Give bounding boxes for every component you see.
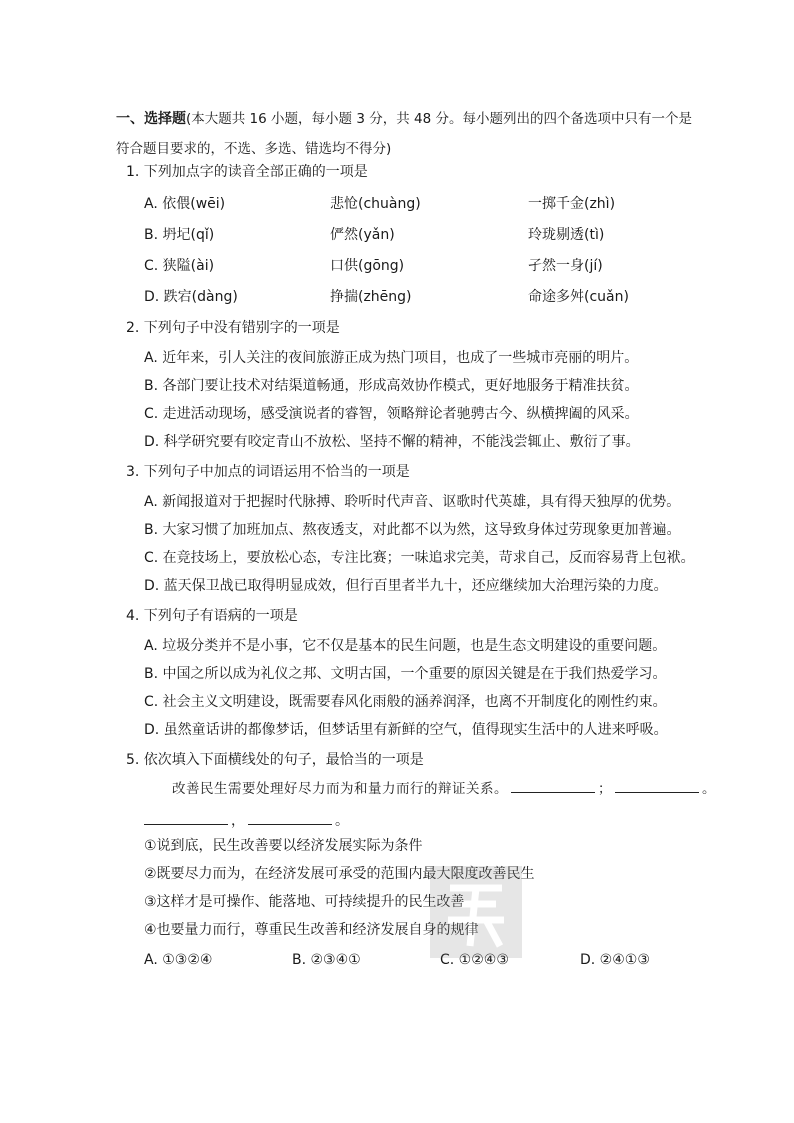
q5-blank-2 (615, 778, 699, 793)
q3-option-a[interactable]: A. 新闻报道对于把握时代脉搏、聆听时代声音、讴歌时代英雄，具有得天独厚的优势。 (144, 494, 681, 510)
q1-option-c-1[interactable]: C. 狭隘(ài) (144, 258, 215, 274)
q5-separator-1: ； (598, 781, 612, 797)
q3-option-b[interactable]: B. 大家习惯了加班加点、熬夜透支，对此都不以为然，这导致身体过劳现象更加普遍。 (144, 522, 681, 538)
q5-item-3: ③这样才是可操作、能落地、可持续提升的民生改善 (144, 894, 465, 910)
section-title: 一、选择题 (116, 111, 186, 127)
q5-separator-2: ， (231, 813, 245, 829)
q1-option-b-3: 玲珑剔透(tì) (528, 227, 605, 243)
q1-option-d-1[interactable]: D. 跌宕(dàng) (144, 289, 238, 305)
section-header (116, 104, 736, 164)
q4-option-a[interactable]: A. 垃圾分类并不是小事，它不仅是基本的民生问题，也是生态文明建设的重要问题。 (144, 638, 667, 654)
q5-choice-b[interactable]: B. ②③④① (292, 952, 361, 968)
q5-choice-c[interactable]: C. ①②④③ (440, 952, 509, 968)
q2-option-d[interactable]: D. 科学研究要有咬定青山不放松、坚持不懈的精神，不能浅尝辄止、敷衍了事。 (144, 434, 640, 450)
q4-option-c[interactable]: C. 社会主义文明建设，既需要春风化雨般的涵养润泽，也离不开制度化的刚性约束。 (144, 694, 667, 710)
q1-option-a-1[interactable]: A. 依偎(wēi) (144, 196, 226, 212)
q5-choice-a[interactable]: A. ①③②④ (144, 952, 213, 968)
watermark-logo (430, 866, 522, 958)
q2-option-b[interactable]: B. 各部门要让技术对结渠道畅通，形成高效协作模式，更好地服务于精准扶贫。 (144, 378, 639, 394)
q5-item-1: ①说到底，民生改善要以经济发展实际为条件 (144, 838, 423, 854)
q5-item-4: ④也要量力而行，尊重民生改善和经济发展自身的规律 (144, 922, 479, 938)
q3-stem: 3. 下列句子中加点的词语运用不恰当的一项是 (126, 464, 410, 480)
q4-option-b[interactable]: B. 中国之所以成为礼仪之邦、文明古国，一个重要的原因关键是在于我们热爱学习。 (144, 666, 667, 682)
q2-option-c[interactable]: C. 走进活动现场，感受演说者的睿智，领略辩论者驰骋古今、纵横捭阖的风采。 (144, 406, 639, 422)
q1-option-d-2: 挣揣(zhēng) (330, 289, 412, 305)
q2-option-a[interactable]: A. 近年来，引人关注的夜间旅游正成为热门项目，也成了一些城市亮丽的明片。 (144, 350, 639, 366)
q5-blank-3 (144, 810, 228, 825)
q2-stem: 2. 下列句子中没有错别字的一项是 (126, 320, 340, 336)
q4-stem: 4. 下列句子有语病的一项是 (126, 608, 298, 624)
q5-choice-d[interactable]: D. ②④①③ (580, 952, 650, 968)
q5-end-2: 。 (335, 813, 349, 829)
q5-blank-4 (248, 810, 332, 825)
q5-passage-text: 改善民生需要处理好尽力而为和量力而行的辩证关系。 (172, 781, 508, 797)
q1-option-a-3: 一掷千金(zhì) (528, 196, 616, 212)
q5-blank-1 (511, 778, 595, 793)
q5-item-2: ②既要尽力而为，在经济发展可承受的范围内最大限度改善民生 (144, 866, 535, 882)
q1-option-d-3: 命途多舛(cuǎn) (528, 289, 629, 305)
q1-option-a-2: 悲怆(chuàng) (330, 196, 421, 212)
q5-passage (172, 778, 716, 799)
q5-blank-row (144, 810, 349, 831)
q5-stem: 5. 依次填入下面横线处的句子，最恰当的一项是 (126, 752, 424, 768)
q4-option-d[interactable]: D. 虽然童话讲的都像梦话，但梦话里有新鲜的空气，值得现实生活中的人进来呼吸。 (144, 722, 668, 738)
section-description-line1: (本大题共 16 小题，每小题 3 分，共 48 分。每小题列出的四个备选项中只有一个是 (186, 111, 692, 127)
q3-option-c[interactable]: C. 在竞技场上，要放松心态，专注比赛；一味追求完美，苛求自己，反而容易背上包袱。 (144, 550, 695, 566)
q3-option-d[interactable]: D. 蓝天保卫战已取得明显成效，但行百里者半九十，还应继续加大治理污染的力度。 (144, 578, 668, 594)
q1-option-b-1[interactable]: B. 坍圮(qǐ) (144, 227, 215, 243)
q1-option-b-2: 俨然(yǎn) (330, 227, 395, 243)
q5-end-1: 。 (702, 781, 716, 797)
section-description-line2: 符合题目要求的，不选、多选、错选均不得分) (116, 141, 392, 157)
q1-option-c-3: 孑然一身(jí) (528, 258, 603, 274)
q1-stem: 1. 下列加点字的读音全部正确的一项是 (126, 164, 368, 180)
q1-option-c-2: 口供(gōng) (330, 258, 405, 274)
